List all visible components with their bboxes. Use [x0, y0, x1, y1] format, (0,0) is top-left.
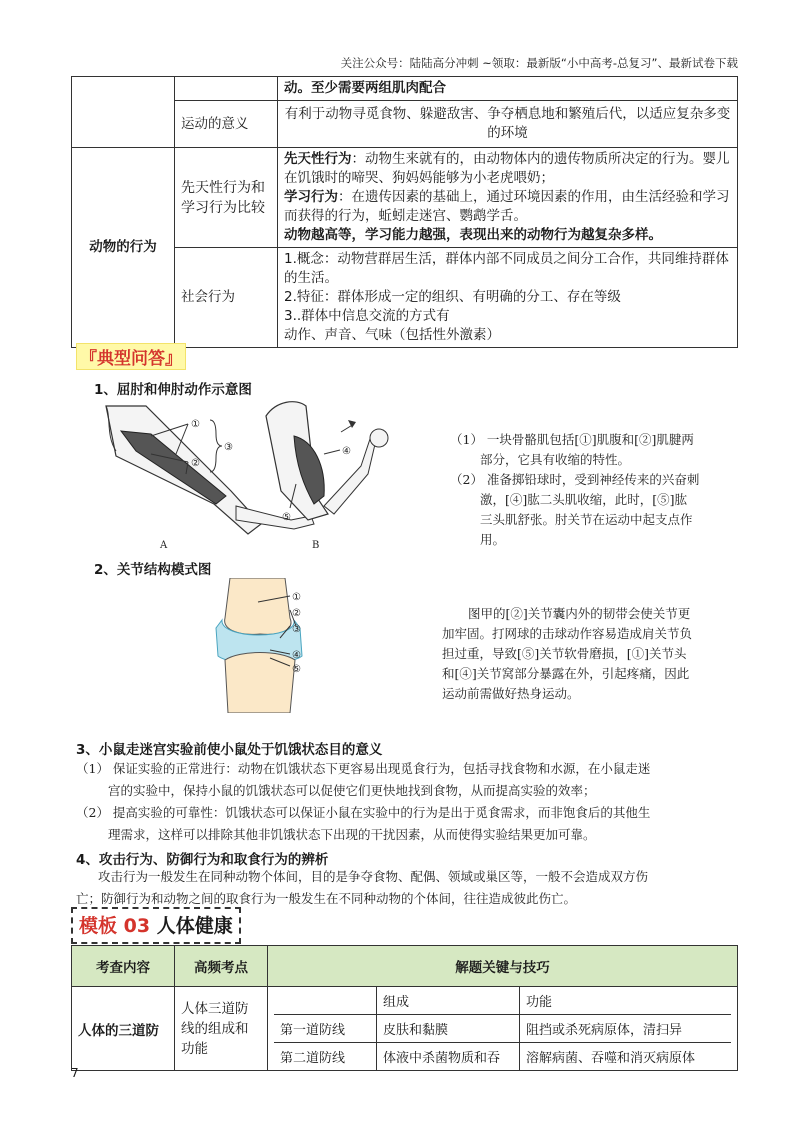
- table-header-row: [72, 946, 738, 987]
- table-cell: 溶解病菌、吞噬和消灭病原体: [520, 1043, 732, 1071]
- label-1: ①: [292, 592, 301, 603]
- line: 部分，它具有收缩的特性。: [480, 452, 631, 467]
- table-cell: 第一道防线: [274, 1015, 377, 1043]
- text: ：动物生来就有的，由动物体内的遗传物质所决定的行为。婴儿在饥饿时的啼哭、狗妈妈能够为小老虎喂奶；: [284, 151, 730, 186]
- label-3: ③: [292, 624, 301, 635]
- q3-body: [76, 758, 650, 846]
- label-b: B: [312, 540, 320, 551]
- line: 亡；防御行为和动物之间的取食行为一般发生在不同种动物的个体间，往往造成彼此伤亡。: [76, 891, 577, 906]
- table-row: [72, 77, 738, 101]
- line: 用。: [480, 532, 506, 547]
- table-cell: [268, 987, 738, 1071]
- section-title: 『典型问答』: [76, 343, 186, 370]
- table-cell: 皮肤和黏膜: [377, 1015, 520, 1043]
- q4-body: [76, 866, 648, 910]
- table-cell: 动。至少需要两组肌肉配合: [278, 77, 738, 101]
- label-1: ①: [191, 419, 200, 430]
- text: 3..群体中信息交流的方式有: [284, 308, 450, 324]
- table-cell: 阻挡或杀死病原体，清扫异: [520, 1015, 732, 1043]
- table-cell: 体液中杀菌物质和吞: [377, 1043, 520, 1071]
- column-header: 考查内容: [72, 946, 175, 987]
- line: 激，[④]肱二头肌收缩，此时，[⑤]肱: [480, 492, 688, 507]
- line: （2） 提高实验的可靠性：饥饿状态可以保证小鼠在实验中的行为是出于觅食需求，而非饱食后的其他生: [76, 805, 651, 820]
- line: （1） 保证实验的正常进行：动物在饥饿状态下更容易出现觅食行为，包括寻找食物和水源，在小鼠走迷: [76, 761, 651, 776]
- q1-title: 1、屈肘和伸肘动作示意图: [94, 382, 252, 398]
- line: 攻击行为一般发生在同种动物个体间，目的是争夺食物、配偶、领域或巢区等，一般不会造成双方伤: [98, 869, 649, 884]
- bone-upper: [225, 578, 291, 634]
- table-cell: [278, 248, 738, 348]
- label-3: ③: [224, 442, 233, 453]
- table-row: [274, 1043, 731, 1071]
- template-heading: [71, 907, 241, 944]
- column-header: 高频考点: [175, 946, 268, 987]
- column-header: 组成: [377, 987, 520, 1015]
- behavior-table: [71, 76, 738, 348]
- table-cell: 人体的三道防: [72, 987, 175, 1071]
- line: 加牢固。打网球的击球动作容易造成肩关节负: [442, 626, 693, 641]
- q1-answer: [450, 430, 699, 550]
- line: 担过重，导致[⑤]关节软骨磨损，[①]关节头: [442, 646, 687, 661]
- template-number: 模板 03: [79, 915, 151, 937]
- line: 三头肌舒张。肘关节在运动中起支点作: [480, 512, 693, 527]
- term: 先天性行为: [284, 151, 352, 167]
- page-number: 7: [71, 1066, 79, 1080]
- table-row: [72, 148, 738, 248]
- behavior-label: 动物的行为: [72, 148, 175, 348]
- page-header: 关注公众号：陆陆高分冲刺 ~领取：最新版“小中高考-总复习”、最新试卷下载: [340, 56, 738, 70]
- table-cell: 有利于动物寻觅食物、躲避敌害、争夺栖息地和繁殖后代，以适应复杂多变的环境: [278, 101, 738, 148]
- table-row: [72, 987, 738, 1071]
- table-cell: 第二道防线: [274, 1043, 377, 1071]
- q2-answer: [442, 604, 692, 704]
- text: 2.特征：群体形成一定的组织、有明确的分工、存在等级: [284, 289, 621, 305]
- text: 动作、声音、气味（包括性外激素）: [284, 327, 500, 343]
- table-cell: [278, 148, 738, 248]
- q3-title: 3、小鼠走迷宫实验前使小鼠处于饥饿状态目的意义: [76, 742, 383, 758]
- label-4: ④: [292, 650, 301, 661]
- text: 动物越高等，学习能力越强，表现出来的动物行为越复杂多样。: [284, 227, 662, 243]
- term: 学习行为: [284, 189, 338, 205]
- line: 和[④]关节窝部分暴露在外，引起疼痛，因此: [442, 666, 690, 681]
- q2-title: 2、关节结构模式图: [94, 562, 212, 578]
- leader-line: [324, 450, 340, 454]
- label-a: A: [160, 540, 168, 551]
- label-5: ⑤: [282, 512, 291, 523]
- table-row: [274, 987, 731, 1015]
- text: ：在遗传因素的基础上，通过环境因素的作用，由生活经验和学习而获得的行为，蚯蚓走迷宫、鹦鹉学舌。: [284, 189, 730, 224]
- table-cell: 先天性行为和学习行为比较: [175, 148, 278, 248]
- label-2: ②: [191, 458, 200, 469]
- brace: [210, 420, 222, 472]
- table-row: [274, 1015, 731, 1043]
- label-5: ⑤: [292, 664, 301, 675]
- label-2: ②: [292, 608, 301, 619]
- inner-table: [274, 987, 731, 1070]
- line: 图甲的[②]关节囊内外的韧带会使关节更: [468, 606, 691, 621]
- table-cell: 社会行为: [175, 248, 278, 348]
- joint-diagram: [200, 578, 320, 713]
- table-cell: 人体三道防线的组成和功能: [175, 987, 268, 1071]
- arm-diagram: [76, 396, 416, 556]
- line: 运动前需做好热身运动。: [442, 686, 580, 701]
- label-4: ④: [342, 446, 351, 457]
- bone-lower: [225, 653, 295, 714]
- line: （2） 准备掷铅球时，受到神经传来的兴奋刺: [450, 472, 700, 487]
- table-cell: 运动的意义: [175, 101, 278, 148]
- q4-title: 4、攻击行为、防御行为和取食行为的辨析: [76, 852, 329, 868]
- line: （1） 一块骨骼肌包括[①]肌腹和[②]肌腱两: [450, 432, 694, 447]
- template-title: 人体健康: [156, 915, 233, 937]
- immunity-table: [71, 945, 738, 1071]
- hand-b: [370, 429, 388, 447]
- line: 理需求，这样可以排除其他非饥饿状态下出现的干扰因素，从而使得实验结果更加可靠。: [108, 827, 596, 842]
- text: 1.概念：动物营群居生活，群体内部不同成员之间分工合作，共同维持群体的生活。: [284, 251, 729, 286]
- column-header: 功能: [520, 987, 732, 1015]
- column-header: 解题关键与技巧: [268, 946, 738, 987]
- line: 宫的实验中，保持小鼠的饥饿状态可以促使它们更快地找到食物，从而提高实验的效率；: [108, 783, 596, 798]
